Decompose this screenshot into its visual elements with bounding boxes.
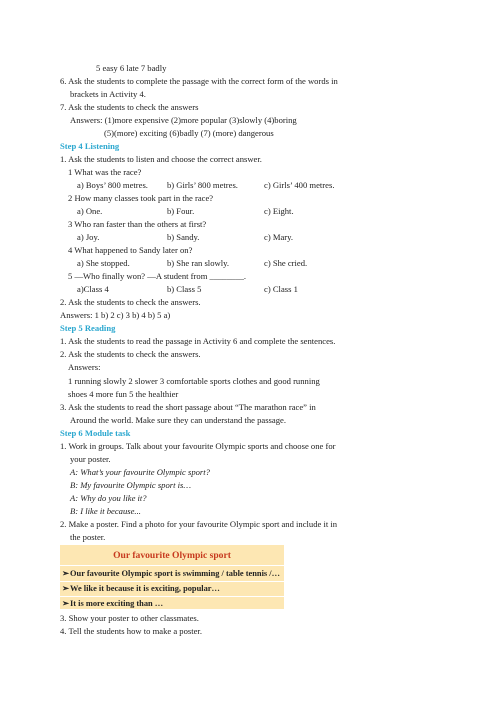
dialogue-line: B: My favourite Olympic sport is… — [70, 480, 192, 490]
option-c: c) She cried. — [264, 258, 308, 268]
poster-line: ➢We like it because it is exciting, popular… — [62, 584, 220, 593]
step6-instruction-3: 3. Show your poster to other classmates. — [60, 613, 199, 623]
option-a: a)Class 4 — [77, 284, 109, 294]
option-c: c) Girls’ 400 metres. — [264, 180, 335, 190]
option-b: b) She ran slowly. — [167, 258, 229, 268]
step4-instruction: 1. Ask the students to listen and choose the correct answer. — [60, 154, 262, 164]
step6-instruction-1-cont: your poster. — [70, 454, 111, 464]
poster-line: ➢Our favourite Olympic sport is swimming / table tennis /… — [62, 569, 280, 578]
step6-instruction-2-cont: the poster. — [70, 532, 106, 542]
question-3: 3 Who ran faster than the others at first? — [68, 219, 207, 229]
step4-heading: Step 4 Listening — [60, 141, 120, 151]
option-b: b) Girls’ 800 metres. — [167, 180, 238, 190]
dialogue-line: A: Why do you like it? — [70, 493, 147, 503]
option-a: a) Boys’ 800 metres. — [77, 180, 148, 190]
step5-instruction-1: 1. Ask the students to read the passage in Activity 6 and complete the sentences. — [60, 336, 336, 346]
option-c: c) Eight. — [264, 206, 294, 216]
arrow-bullet-icon: ➢ — [62, 569, 70, 578]
option-b: b) Four. — [167, 206, 195, 216]
dialogue-line: A: What’s your favourite Olympic sport? — [70, 467, 210, 477]
step5-heading: Step 5 Reading — [60, 323, 116, 333]
option-a: a) One. — [77, 206, 103, 216]
option-c: c) Mary. — [264, 232, 294, 242]
poster-divider — [60, 596, 284, 597]
step5-answers-line-1: 1 running slowly 2 slower 3 comfortable sports clothes and good running — [68, 376, 320, 386]
step4-answers: Answers: 1 b) 2 c) 3 b) 4 b) 5 a) — [60, 310, 171, 320]
step4-check: 2. Ask the students to check the answers. — [60, 297, 201, 307]
step5-answers-line-2: shoes 4 more fun 5 the healthier — [68, 389, 179, 399]
step6-instruction-2: 2. Make a poster. Find a photo for your favourite Olympic sport and include it in — [60, 519, 338, 529]
step5-answers-label: Answers: — [68, 362, 101, 372]
poster-line: ➢It is more exciting than … — [62, 599, 164, 608]
option-a: a) She stopped. — [77, 258, 130, 268]
step5-instruction-2: 2. Ask the students to check the answers. — [60, 349, 201, 359]
question-5: 5 —Who finally won? —A student from ________. — [68, 271, 247, 281]
question-1: 1 What was the race? — [68, 167, 142, 177]
answers-line-1: Answers: (1)more expensive (2)more popular (3)slowly (4)boring — [70, 115, 297, 125]
question-4: 4 What happened to Sandy later on? — [68, 245, 193, 255]
step5-instruction-3-cont: Around the world. Make sure they can understand the passage. — [70, 415, 286, 425]
option-b: b) Class 5 — [167, 284, 202, 294]
instruction-7: 7. Ask the students to check the answers — [60, 102, 199, 112]
arrow-bullet-icon: ➢ — [62, 584, 70, 593]
step5-instruction-3: 3. Ask the students to read the short passage about “The marathon race” in — [60, 402, 316, 412]
instruction-6-cont: brackets in Activity 4. — [70, 89, 146, 99]
arrow-bullet-icon: ➢ — [62, 599, 70, 608]
poster-divider — [60, 581, 284, 582]
option-a: a) Joy. — [77, 232, 100, 242]
dialogue-line: B: I like it because... — [70, 506, 141, 516]
poster-divider — [60, 565, 284, 566]
step6-instruction-4: 4. Tell the students how to make a poster. — [60, 626, 202, 636]
step6-instruction-1: 1. Work in groups. Talk about your favourite Olympic sports and choose one for — [60, 441, 336, 451]
poster-title: Our favourite Olympic sport — [113, 550, 231, 561]
poster-box — [60, 545, 284, 609]
answers-line-2: (5)(more) exciting (6)badly (7) (more) dangerous — [104, 128, 274, 138]
option-c: c) Class 1 — [264, 284, 298, 294]
option-b: b) Sandy. — [167, 232, 200, 242]
question-2: 2 How many classes took part in the race? — [68, 193, 214, 203]
instruction-6: 6. Ask the students to complete the passage with the correct form of the words in — [60, 76, 338, 86]
top-answers: 5 easy 6 late 7 badly — [96, 63, 167, 73]
step6-heading: Step 6 Module task — [60, 428, 131, 438]
